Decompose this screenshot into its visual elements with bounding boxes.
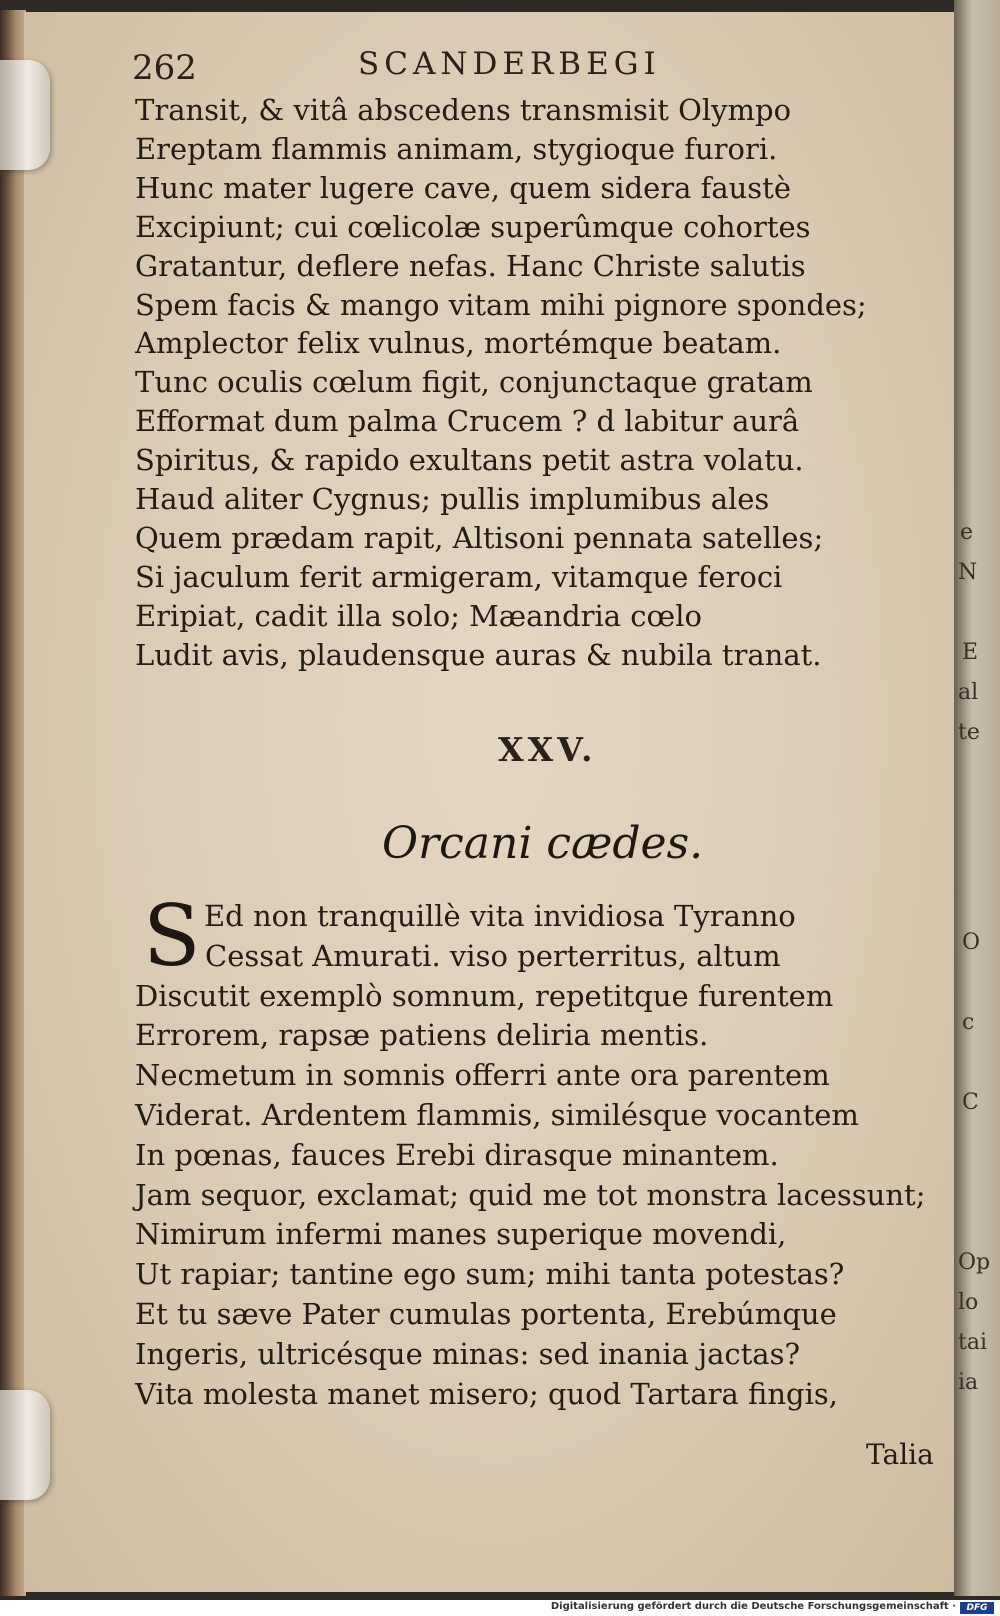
verse-line: Jam sequor, exclamat; quid me tot monstra lacessunt; xyxy=(135,1177,926,1212)
verse-line: Spiritus, & rapido exultans petit astra volatu. xyxy=(135,443,804,478)
verse-line: Discutit exemplò somnum, repetitque furentem xyxy=(135,978,834,1013)
verse-line: Excipiunt; cui cœlicolæ superûmque cohortes xyxy=(135,209,811,244)
facing-letter: e xyxy=(960,520,974,545)
verse-line: Cessat Amurati. viso perterritus, altum xyxy=(205,938,781,973)
running-head: SCANDERBEGI xyxy=(358,46,661,82)
clip-top xyxy=(0,60,50,170)
verse-line: Efformat dum palma Crucem ? d labitur aurâ xyxy=(135,404,800,439)
page-edge-left xyxy=(0,10,26,1596)
verse-line: Vita molesta manet misero; quod Tartara fingis, xyxy=(135,1376,838,1411)
footer-credit: Digitalisierung gefördert durch die Deutsche Forschungsgemeinschaft · xyxy=(550,1601,956,1612)
verse-line: Ed non tranquillè vita invidiosa Tyranno xyxy=(204,899,796,933)
verse-line: Transit, & vitâ abscedens transmisit Olympo xyxy=(135,93,792,127)
verse-line: In pœnas, fauces Erebi dirasque minantem. xyxy=(135,1137,779,1172)
facing-letter: Op xyxy=(958,1250,991,1275)
drop-cap: S xyxy=(143,887,201,985)
facing-letter: O xyxy=(962,930,981,955)
catchword: Talia xyxy=(866,1438,934,1471)
verse-line: Errorem, rapsæ patiens deliria mentis. xyxy=(135,1018,709,1053)
section-title: Orcani cædes. xyxy=(382,818,704,869)
verse-line: Quem prædam rapit, Altisoni pennata satelles; xyxy=(135,520,824,555)
facing-letter: lo xyxy=(958,1290,979,1315)
verse-line: Ingeris, ultricésque minas: sed inania jactas? xyxy=(135,1336,801,1371)
facing-letter: N xyxy=(958,560,978,585)
facing-letter: tai xyxy=(958,1330,987,1355)
verse-line: Ereptam flammis animam, stygioque furori. xyxy=(135,131,778,166)
verse-line: Necmetum in somnis offerri ante ora parentem xyxy=(135,1058,830,1093)
verse-line: Nimirum infermi manes superique movendi, xyxy=(135,1217,787,1252)
facing-letter: ia xyxy=(958,1370,979,1395)
verse-line: Amplector felix vulnus, mortémque beatam. xyxy=(135,326,782,361)
verse-line: Viderat. Ardentem flammis, similésque vocantem xyxy=(135,1098,859,1132)
verse-line: Haud aliter Cygnus; pullis implumibus ales xyxy=(135,482,770,516)
page-number: 262 xyxy=(132,48,197,88)
verse-line: Spem facis & mango vitam mihi pignore spondes; xyxy=(135,287,867,322)
verse-line: Eripiat, cadit illa solo; Mæandria cœlo xyxy=(135,598,702,633)
facing-letter: E xyxy=(962,640,979,665)
facing-letter: al xyxy=(958,680,979,705)
facing-page-edge xyxy=(954,0,1000,1596)
verse-line: Ludit avis, plaudensque auras & nubila tranat. xyxy=(135,637,822,672)
facing-letter: te xyxy=(958,720,980,745)
verse-line: Ut rapiar; tantine ego sum; mihi tanta potestas? xyxy=(135,1257,845,1292)
verse-line: Et tu sæve Pater cumulas portenta, Erebúmque xyxy=(135,1297,837,1331)
clip-bottom xyxy=(0,1390,50,1500)
verse-line: Hunc mater lugere cave, quem sidera faustè xyxy=(135,170,791,205)
verse-line: Si jaculum ferit armigeram, vitamque feroci xyxy=(135,559,783,594)
dfg-logo: DFG xyxy=(960,1602,994,1614)
verse-line: Gratantur, deflere nefas. Hanc Christe salutis xyxy=(135,248,806,283)
verse-line: Tunc oculis cœlum figit, conjunctaque gratam xyxy=(135,365,813,400)
facing-letter: C xyxy=(962,1090,979,1115)
facing-letter: c xyxy=(962,1010,975,1035)
section-number: XXV. xyxy=(498,730,597,769)
